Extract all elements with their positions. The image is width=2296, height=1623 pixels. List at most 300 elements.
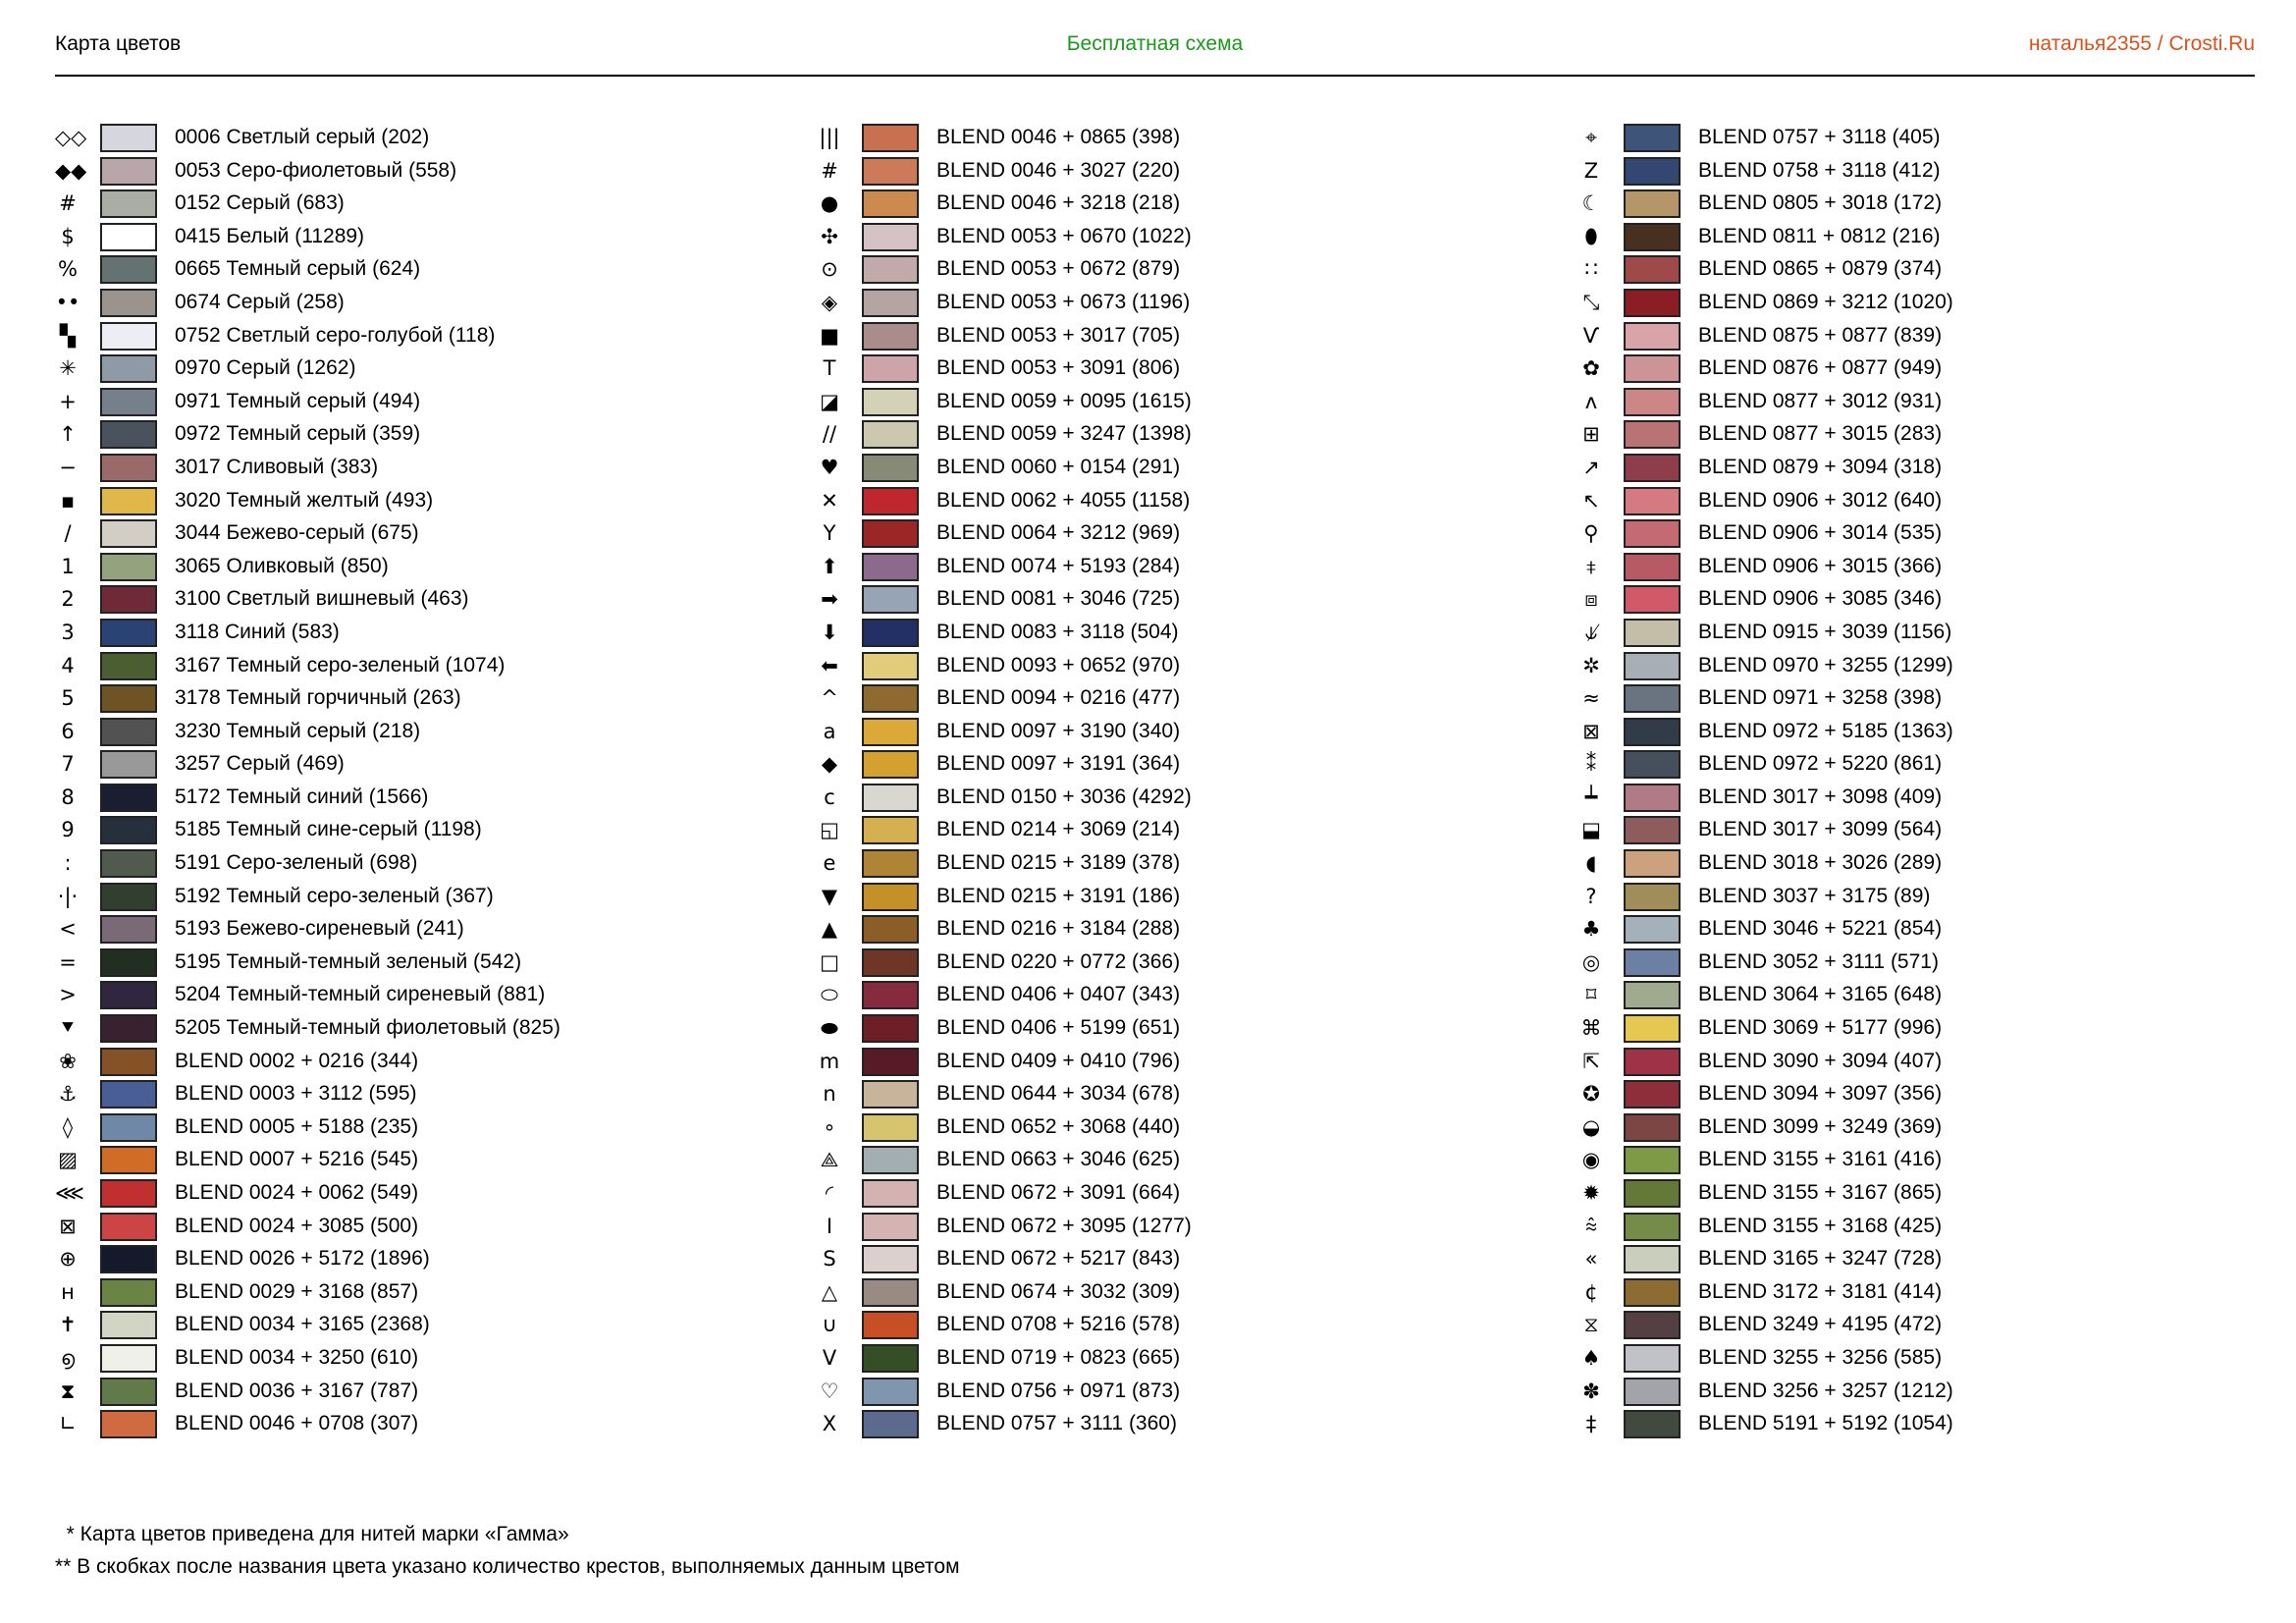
color-key-row	[817, 485, 1504, 518]
thread-color-label: BLEND 0672 + 3091 (664)	[936, 1181, 1181, 1204]
thread-color-label: BLEND 0906 + 3012 (640)	[1698, 488, 1943, 512]
color-key-row	[1578, 1408, 2266, 1441]
color-key-row	[817, 253, 1504, 287]
thread-color-label: 3230 Темный серый (218)	[175, 719, 421, 742]
color-key-row	[1578, 881, 2266, 914]
stitch-symbol-icon: ⧗	[60, 1379, 76, 1403]
thread-color-label: BLEND 0758 + 3118 (412)	[1698, 158, 1941, 182]
stitch-symbol-icon: ⧈	[1584, 587, 1598, 612]
thread-color-swatch	[1624, 750, 1681, 779]
thread-color-label: BLEND 0024 + 0062 (549)	[175, 1181, 419, 1204]
thread-color-label: BLEND 0972 + 5185 (1363)	[1698, 719, 1953, 742]
thread-color-swatch	[862, 1344, 919, 1373]
stitch-symbol-icon: T	[823, 356, 836, 381]
thread-color-label: 0006 Светлый серый (202)	[175, 126, 430, 148]
thread-color-label: BLEND 0046 + 3218 (218)	[936, 191, 1181, 215]
thread-color-swatch	[100, 1048, 157, 1076]
color-key-row	[1578, 682, 2266, 716]
thread-color-label: BLEND 3052 + 3111 (571)	[1698, 949, 1939, 973]
stitch-symbol-icon: ✿	[1582, 356, 1600, 381]
thread-color-label: BLEND 0756 + 0971 (873)	[936, 1379, 1181, 1402]
color-key-row	[1578, 221, 2266, 254]
thread-color-label: BLEND 0915 + 3039 (1156)	[1698, 620, 1952, 643]
stitch-symbol-icon: ♥	[820, 455, 839, 479]
stitch-symbol-icon: ◱	[820, 818, 839, 842]
color-key-row	[817, 1211, 1504, 1244]
color-key-row	[55, 716, 742, 749]
thread-color-swatch	[1624, 354, 1681, 383]
thread-color-label: BLEND 0036 + 3167 (787)	[175, 1379, 419, 1402]
stitch-symbol-icon: ?	[1585, 884, 1597, 908]
thread-color-swatch	[862, 915, 919, 944]
thread-color-swatch	[1624, 619, 1681, 647]
color-key-row	[817, 1309, 1504, 1342]
thread-color-label: BLEND 0406 + 0407 (343)	[936, 983, 1181, 1006]
thread-color-swatch	[862, 948, 919, 977]
color-key-row	[55, 253, 742, 287]
thread-color-label: BLEND 0214 + 3069 (214)	[936, 818, 1181, 841]
stitch-symbol-icon: ·|·	[57, 884, 79, 908]
thread-color-label: BLEND 0083 + 3118 (504)	[936, 620, 1179, 643]
color-key-row	[1578, 814, 2266, 847]
color-key-row	[55, 979, 742, 1012]
thread-color-swatch	[100, 322, 157, 351]
thread-color-swatch	[100, 1080, 157, 1109]
stitch-symbol-icon: ⌘	[1580, 1016, 1602, 1041]
color-key-row	[817, 188, 1504, 221]
author-site-label: наталья2355 / Crosti.Ru	[2028, 32, 2255, 55]
thread-color-label: 5192 Темный серо-зеленый (367)	[175, 884, 494, 907]
stitch-symbol-icon: ◉	[1581, 1148, 1601, 1172]
thread-color-swatch	[862, 255, 919, 284]
thread-color-swatch	[100, 189, 157, 218]
color-key-row	[1578, 913, 2266, 947]
stitch-symbol-icon: н	[61, 1279, 75, 1304]
thread-color-swatch	[1624, 684, 1681, 713]
color-key-row	[817, 418, 1504, 452]
thread-color-label: BLEND 0757 + 3111 (360)	[936, 1412, 1177, 1435]
thread-color-swatch	[100, 1344, 157, 1373]
thread-color-swatch	[862, 289, 919, 317]
stitch-symbol-icon: e	[823, 851, 836, 876]
thread-color-swatch	[862, 1179, 919, 1208]
thread-color-label: 5172 Темный синий (1566)	[175, 784, 429, 808]
thread-color-swatch	[862, 981, 919, 1009]
thread-color-label: 3044 Бежево-серый (675)	[175, 521, 419, 545]
thread-color-swatch	[100, 1278, 157, 1307]
thread-color-label: BLEND 0652 + 3068 (440)	[936, 1114, 1181, 1138]
thread-color-label: 0752 Светлый серо-голубой (118)	[175, 323, 496, 347]
thread-color-swatch	[100, 948, 157, 977]
thread-color-swatch	[100, 519, 157, 548]
stitch-symbol-icon: 3	[61, 620, 75, 644]
thread-color-label: BLEND 0046 + 3027 (220)	[936, 158, 1181, 182]
stitch-symbol-icon: Z	[1583, 158, 1599, 183]
stitch-symbol-icon: △	[821, 1279, 838, 1304]
stitch-symbol-icon: ✲	[1582, 653, 1600, 677]
stitch-symbol-icon: :	[64, 851, 72, 876]
thread-color-label: BLEND 0064 + 3212 (969)	[936, 521, 1181, 545]
thread-color-swatch	[1624, 948, 1681, 977]
color-key-row	[55, 418, 742, 452]
stitch-symbol-icon: I	[826, 1214, 833, 1238]
stitch-symbol-icon: ↑	[59, 422, 77, 447]
color-key-row	[817, 1012, 1504, 1046]
color-key-row	[817, 947, 1504, 980]
thread-color-swatch	[1624, 519, 1681, 548]
thread-color-swatch	[100, 223, 157, 251]
stitch-symbol-icon: ✝	[59, 1313, 77, 1337]
thread-color-swatch	[862, 883, 919, 911]
color-key-row	[1578, 1012, 2266, 1046]
thread-color-label: BLEND 0805 + 3018 (172)	[1698, 191, 1943, 215]
thread-color-swatch	[862, 157, 919, 186]
color-key-row	[1578, 1111, 2266, 1145]
thread-color-swatch	[1624, 585, 1681, 614]
stitch-symbol-icon: ⬇	[821, 620, 838, 644]
thread-color-label: BLEND 3046 + 5221 (854)	[1698, 917, 1943, 941]
thread-color-label: BLEND 0876 + 0877 (949)	[1698, 356, 1943, 380]
thread-color-label: BLEND 0906 + 3014 (535)	[1698, 521, 1943, 545]
stitch-symbol-icon: ❀	[59, 1049, 77, 1073]
thread-color-label: BLEND 0708 + 5216 (578)	[936, 1313, 1181, 1336]
stitch-symbol-icon: m	[819, 1049, 840, 1073]
thread-color-swatch	[100, 388, 157, 416]
thread-color-label: 0971 Темный серый (494)	[175, 389, 421, 412]
thread-color-swatch	[1624, 1113, 1681, 1142]
thread-color-label: BLEND 0026 + 5172 (1896)	[175, 1247, 430, 1271]
stitch-symbol-icon: ^	[821, 686, 838, 711]
thread-color-label: BLEND 0046 + 0708 (307)	[175, 1412, 419, 1435]
thread-color-swatch	[1624, 849, 1681, 878]
thread-color-swatch	[862, 619, 919, 647]
stitch-symbol-icon: ⊙	[821, 257, 838, 282]
thread-color-label: BLEND 0663 + 3046 (625)	[936, 1148, 1181, 1171]
thread-color-label: BLEND 0215 + 3189 (378)	[936, 851, 1181, 875]
thread-color-label: BLEND 0406 + 5199 (651)	[936, 1016, 1181, 1040]
color-key-row	[817, 1111, 1504, 1145]
color-key-row	[55, 155, 742, 189]
thread-color-label: BLEND 0877 + 3015 (283)	[1698, 422, 1943, 446]
thread-color-label: BLEND 0034 + 3250 (610)	[175, 1345, 419, 1369]
thread-color-label: BLEND 0719 + 0823 (665)	[936, 1345, 1181, 1369]
color-key-row	[1578, 1211, 2266, 1244]
thread-color-label: BLEND 0094 + 0216 (477)	[936, 686, 1181, 710]
thread-color-swatch	[1624, 1278, 1681, 1307]
color-key-row	[817, 782, 1504, 815]
thread-color-swatch	[100, 1146, 157, 1174]
thread-color-label: 3118 Синий (583)	[175, 620, 340, 643]
stitch-symbol-icon: Ѵ	[1582, 323, 1600, 348]
color-key-row	[817, 881, 1504, 914]
thread-color-label: BLEND 0409 + 0410 (796)	[936, 1049, 1181, 1072]
stitch-symbol-icon: 8	[61, 784, 75, 809]
thread-color-label: BLEND 3256 + 3257 (1212)	[1698, 1379, 1953, 1402]
color-key-row	[817, 1177, 1504, 1211]
thread-color-label: 0970 Серый (1262)	[175, 356, 356, 380]
color-key-row	[1578, 517, 2266, 551]
stitch-symbol-icon: ⬓	[1581, 818, 1601, 842]
color-key-row	[55, 221, 742, 254]
color-key-row	[1578, 617, 2266, 650]
thread-color-swatch	[100, 1179, 157, 1208]
thread-color-swatch	[862, 487, 919, 515]
thread-color-label: BLEND 0007 + 5216 (545)	[175, 1148, 419, 1171]
thread-color-swatch	[1624, 124, 1681, 152]
color-key-row	[55, 1211, 742, 1244]
stitch-symbol-icon: %	[58, 257, 78, 282]
color-key-row	[55, 320, 742, 353]
thread-color-swatch	[862, 1311, 919, 1339]
color-key-row	[55, 1309, 742, 1342]
stitch-symbol-icon: ◇◇	[55, 126, 87, 149]
stitch-symbol-icon: ♣	[1581, 917, 1601, 942]
stitch-symbol-icon: ⩯	[1584, 1214, 1598, 1238]
stitch-symbol-icon: 5	[61, 686, 75, 711]
thread-color-label: 0972 Темный серый (359)	[175, 422, 421, 446]
color-key-row	[817, 221, 1504, 254]
stitch-symbol-icon: ⇱	[1582, 1049, 1600, 1073]
stitch-symbol-icon: ⌑	[1585, 983, 1597, 1007]
stitch-symbol-icon: |||	[819, 126, 840, 149]
stitch-symbol-icon: ■	[820, 323, 839, 348]
color-key-row	[55, 650, 742, 683]
color-key-row	[55, 682, 742, 716]
thread-color-label: BLEND 0081 + 3046 (725)	[936, 587, 1181, 611]
page-title: Карта цветов	[55, 32, 182, 55]
stitch-symbol-icon: ⊞	[1582, 422, 1600, 447]
thread-color-swatch	[100, 718, 157, 746]
thread-color-label: BLEND 3155 + 3168 (425)	[1698, 1214, 1943, 1237]
color-key-row	[1578, 782, 2266, 815]
color-key-row	[817, 979, 1504, 1012]
color-key-row	[1578, 155, 2266, 189]
stitch-symbol-icon: ♡	[820, 1379, 839, 1403]
thread-color-swatch	[1624, 553, 1681, 581]
thread-color-swatch	[1624, 1410, 1681, 1438]
color-key-row	[55, 485, 742, 518]
color-key-row	[1578, 1276, 2266, 1310]
thread-color-swatch	[100, 883, 157, 911]
stitch-symbol-icon: #	[821, 158, 838, 183]
stitch-symbol-icon: $	[61, 224, 75, 248]
thread-color-label: BLEND 0811 + 0812 (216)	[1698, 224, 1941, 247]
stitch-symbol-icon: ⊠	[59, 1214, 77, 1238]
stitch-symbol-icon: ✹	[1582, 1181, 1600, 1205]
color-key-row	[55, 814, 742, 847]
thread-color-swatch	[1624, 454, 1681, 482]
stitch-symbol-icon: ➡	[821, 587, 838, 612]
thread-color-swatch	[1624, 1048, 1681, 1076]
thread-color-label: BLEND 0029 + 3168 (857)	[175, 1279, 419, 1303]
stitch-symbol-icon: ¢	[1584, 1279, 1598, 1304]
stitch-symbol-icon: X	[822, 1412, 837, 1436]
color-key-row	[55, 1046, 742, 1079]
thread-color-label: 3020 Темный желтый (493)	[175, 488, 434, 512]
stitch-symbol-icon: ◪	[820, 389, 839, 413]
thread-color-label: BLEND 3155 + 3167 (865)	[1698, 1181, 1943, 1204]
color-key-column-3	[1578, 122, 2266, 1441]
thread-color-swatch	[100, 420, 157, 449]
stitch-symbol-icon: ◒	[1581, 1114, 1601, 1139]
thread-color-swatch	[862, 322, 919, 351]
stitch-symbol-icon: ‡	[1585, 1412, 1597, 1436]
thread-color-swatch	[862, 354, 919, 383]
thread-color-swatch	[1624, 223, 1681, 251]
stitch-symbol-icon: ◆◆	[55, 158, 87, 183]
color-key-row	[1578, 1144, 2266, 1177]
thread-color-label: BLEND 0053 + 0670 (1022)	[936, 224, 1192, 247]
stitch-symbol-icon: ▪	[60, 488, 76, 513]
thread-color-label: BLEND 0053 + 0673 (1196)	[936, 290, 1191, 313]
thread-color-swatch	[1624, 1378, 1681, 1406]
thread-color-label: BLEND 5191 + 5192 (1054)	[1698, 1412, 1953, 1435]
stitch-symbol-icon: ••	[55, 290, 80, 314]
thread-color-label: BLEND 0879 + 3094 (318)	[1698, 455, 1943, 478]
color-key-row	[55, 1078, 742, 1111]
stitch-symbol-icon: ⫝̸	[1584, 620, 1598, 644]
thread-color-label: BLEND 0865 + 0879 (374)	[1698, 257, 1943, 281]
stitch-symbol-icon: ▼	[821, 884, 838, 908]
thread-color-label: BLEND 3249 + 4195 (472)	[1698, 1313, 1943, 1336]
color-key-row	[55, 122, 742, 155]
color-key-row	[1578, 551, 2266, 584]
stitch-symbol-icon: ⧧	[1585, 554, 1597, 578]
thread-color-label: 5205 Темный-темный фиолетовый (825)	[175, 1016, 561, 1040]
color-key-row	[817, 386, 1504, 419]
thread-color-label: 5193 Бежево-сиреневый (241)	[175, 917, 464, 941]
thread-color-swatch	[1624, 157, 1681, 186]
thread-color-label: 5204 Темный-темный сиреневый (881)	[175, 983, 546, 1006]
stitch-symbol-icon: ┷	[1584, 784, 1598, 809]
thread-color-label: BLEND 0906 + 3015 (366)	[1698, 554, 1943, 577]
thread-color-label: 0152 Серый (683)	[175, 191, 345, 215]
color-key-row	[55, 1342, 742, 1376]
thread-color-swatch	[862, 454, 919, 482]
stitch-symbol-icon: □	[820, 949, 839, 974]
thread-color-label: BLEND 3018 + 3026 (289)	[1698, 851, 1943, 875]
stitch-symbol-icon: >	[59, 983, 77, 1007]
stitch-symbol-icon: ◈	[821, 290, 838, 314]
thread-color-label: BLEND 0097 + 3190 (340)	[936, 719, 1181, 742]
thread-color-label: 0665 Темный серый (624)	[175, 257, 421, 281]
thread-color-swatch	[100, 454, 157, 482]
stitch-symbol-icon: ⬆	[821, 554, 838, 578]
thread-color-swatch	[862, 1080, 919, 1109]
stitch-symbol-icon: 2	[61, 587, 75, 612]
stitch-symbol-icon: V	[822, 1345, 837, 1370]
color-key-row	[817, 1342, 1504, 1376]
thread-color-swatch	[100, 255, 157, 284]
stitch-symbol-icon: ●	[820, 191, 839, 216]
stitch-symbol-icon: +	[59, 389, 77, 413]
stitch-symbol-icon: ⯆	[59, 1016, 77, 1041]
thread-color-label: BLEND 3099 + 3249 (369)	[1698, 1114, 1943, 1138]
thread-color-swatch	[1624, 1213, 1681, 1241]
stitch-symbol-icon: ⟁	[820, 1148, 839, 1172]
stitch-symbol-icon: ⊠	[1582, 719, 1600, 743]
thread-color-swatch	[100, 784, 157, 812]
color-key-row	[1578, 748, 2266, 782]
color-key-column-1	[55, 122, 742, 1441]
color-key-row	[817, 452, 1504, 485]
stitch-symbol-icon: ♠	[1581, 1345, 1601, 1370]
color-key-row	[1578, 847, 2266, 881]
thread-color-swatch	[862, 1378, 919, 1406]
thread-color-swatch	[862, 124, 919, 152]
thread-color-label: 3178 Темный горчичный (263)	[175, 686, 461, 710]
thread-color-label: BLEND 0003 + 3112 (595)	[175, 1082, 417, 1106]
thread-color-label: 5195 Темный-темный зеленый (542)	[175, 949, 522, 973]
stitch-symbol-icon: 6	[61, 719, 75, 743]
thread-color-swatch	[100, 1410, 157, 1438]
thread-color-swatch	[862, 1278, 919, 1307]
color-key-row	[55, 1177, 742, 1211]
thread-color-label: 0415 Белый (11289)	[175, 224, 365, 247]
color-key-row	[817, 517, 1504, 551]
thread-color-swatch	[100, 487, 157, 515]
color-key-row	[55, 287, 742, 320]
thread-color-swatch	[1624, 1179, 1681, 1208]
color-key-row	[55, 452, 742, 485]
thread-color-label: 0674 Серый (258)	[175, 290, 345, 313]
thread-color-label: BLEND 3165 + 3247 (728)	[1698, 1247, 1943, 1271]
color-key-row	[817, 913, 1504, 947]
thread-color-label: BLEND 0757 + 3118 (405)	[1698, 126, 1941, 148]
color-key-row	[817, 352, 1504, 386]
color-key-row	[1578, 253, 2266, 287]
thread-color-swatch	[100, 915, 157, 944]
color-key-row	[1578, 122, 2266, 155]
thread-color-swatch	[100, 1213, 157, 1241]
thread-color-swatch	[1624, 915, 1681, 944]
thread-color-label: 3100 Светлый вишневый (463)	[175, 587, 469, 611]
thread-color-swatch	[862, 1048, 919, 1076]
stitch-symbol-icon: ✪	[1582, 1082, 1600, 1107]
stitch-symbol-icon: ≈	[1582, 686, 1600, 711]
stitch-symbol-icon: a	[823, 719, 836, 743]
thread-color-swatch	[862, 420, 919, 449]
color-key-row	[1578, 418, 2266, 452]
thread-color-label: 3167 Темный серо-зеленый (1074)	[175, 653, 506, 676]
thread-color-label: BLEND 0005 + 5188 (235)	[175, 1114, 419, 1138]
thread-color-label: BLEND 3255 + 3256 (585)	[1698, 1345, 1943, 1369]
thread-color-label: BLEND 0220 + 0772 (366)	[936, 949, 1181, 973]
color-key-row	[817, 1144, 1504, 1177]
color-key-row	[55, 1276, 742, 1310]
stitch-symbol-icon: ↖	[1582, 488, 1600, 513]
thread-color-swatch	[862, 849, 919, 878]
color-key-row	[817, 716, 1504, 749]
thread-color-label: BLEND 3069 + 5177 (996)	[1698, 1016, 1943, 1040]
color-key-row	[55, 913, 742, 947]
color-key-row	[55, 881, 742, 914]
thread-color-swatch	[100, 124, 157, 152]
thread-color-swatch	[862, 553, 919, 581]
thread-color-label: BLEND 0034 + 3165 (2368)	[175, 1313, 430, 1336]
stitch-symbol-icon: Y	[823, 521, 836, 546]
stitch-symbol-icon: ◆	[821, 752, 838, 777]
thread-color-swatch	[1624, 487, 1681, 515]
thread-color-label: BLEND 0674 + 3032 (309)	[936, 1279, 1181, 1303]
color-key-row	[1578, 716, 2266, 749]
thread-color-label: BLEND 0053 + 3091 (806)	[936, 356, 1181, 380]
thread-color-swatch	[1624, 255, 1681, 284]
stitch-symbol-icon: ⬬	[821, 1016, 838, 1041]
thread-color-swatch	[862, 816, 919, 844]
stitch-symbol-icon: ◊	[62, 1114, 74, 1139]
color-key-row	[1578, 1046, 2266, 1079]
